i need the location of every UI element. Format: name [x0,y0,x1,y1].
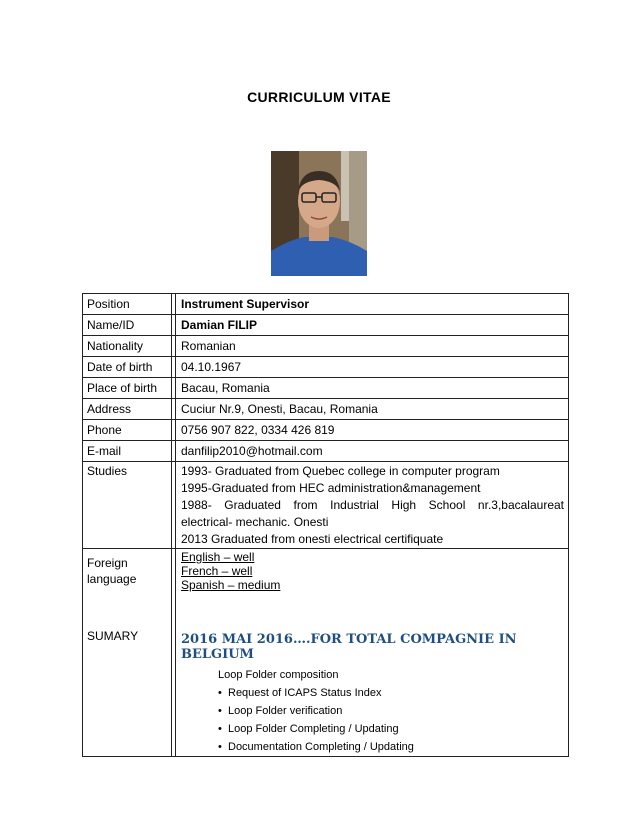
cv-title: CURRICULUM VITAE [247,89,391,105]
summary-item: • Loop Folder Completing / Updating [181,720,564,738]
row-name [83,315,569,336]
row-nationality [83,336,569,357]
study-item: 1995-Graduated from HEC administration&management [181,481,481,495]
label-foreign-language [83,549,172,757]
language-item: English – well [181,550,255,564]
label-summary: SUMARY [87,629,139,643]
value-date-of-birth: 04.10.1967 [176,357,569,378]
value-phone: 0756 907 822, 0334 426 819 [176,420,569,441]
study-item: 2013 Graduated from onesti electrical certifiquate [181,532,444,546]
row-date-of-birth [83,357,569,378]
bullet-icon: • [218,741,222,753]
study-item: electrical- mechanic. Onesti [181,515,329,529]
summary-intro: Loop Folder composition [218,669,339,681]
summary-heading: 2016 MAI 2016….FOR TOTAL COMPAGNIE IN BELGIUM [181,632,517,662]
value-name: Damian FILIP [176,315,569,336]
label-foreign: Foreign [87,556,128,570]
row-studies [83,462,569,549]
value-place-of-birth: Bacau, Romania [176,378,569,399]
value-address: Cuciur Nr.9, Onesti, Bacau, Romania [176,399,569,420]
label-phone: Phone [83,420,172,441]
value-position: Instrument Supervisor [176,294,569,315]
bullet-icon: • [218,687,222,699]
language-item: French – well [181,564,253,578]
foreign-language-content [176,549,569,757]
value-nationality: Romanian [176,336,569,357]
bullet-icon: • [218,723,222,735]
label-nationality: Nationality [83,336,172,357]
row-email [83,441,569,462]
label-place-of-birth: Place of birth [83,378,172,399]
label-name: Name/ID [83,315,172,336]
study-item: 1993- Graduated from Quebec college in computer program [181,464,500,478]
row-foreign-language [83,549,569,757]
summary-item: • Documentation Completing / Updating [181,738,564,756]
row-place-of-birth [83,378,569,399]
value-email: danfilip2010@hotmail.com [176,441,569,462]
label-email: E-mail [83,441,172,462]
label-position: Position [83,294,172,315]
row-position [83,294,569,315]
row-address [83,399,569,420]
label-studies: Studies [83,462,172,549]
label-date-of-birth: Date of birth [83,357,172,378]
row-phone [83,420,569,441]
summary-item: • Loop Folder verification [181,702,564,720]
profile-photo [271,151,367,276]
summary-item: • Request of ICAPS Status Index [181,684,564,702]
cv-table [82,293,569,757]
language-item: Spanish – medium [181,578,281,592]
study-item: 1988- Graduated from Industrial High School nr.3,bacalaureat [181,498,564,512]
label-address: Address [83,399,172,420]
studies-list [176,462,569,549]
label-language: language [87,572,137,586]
bullet-icon: • [218,705,222,717]
